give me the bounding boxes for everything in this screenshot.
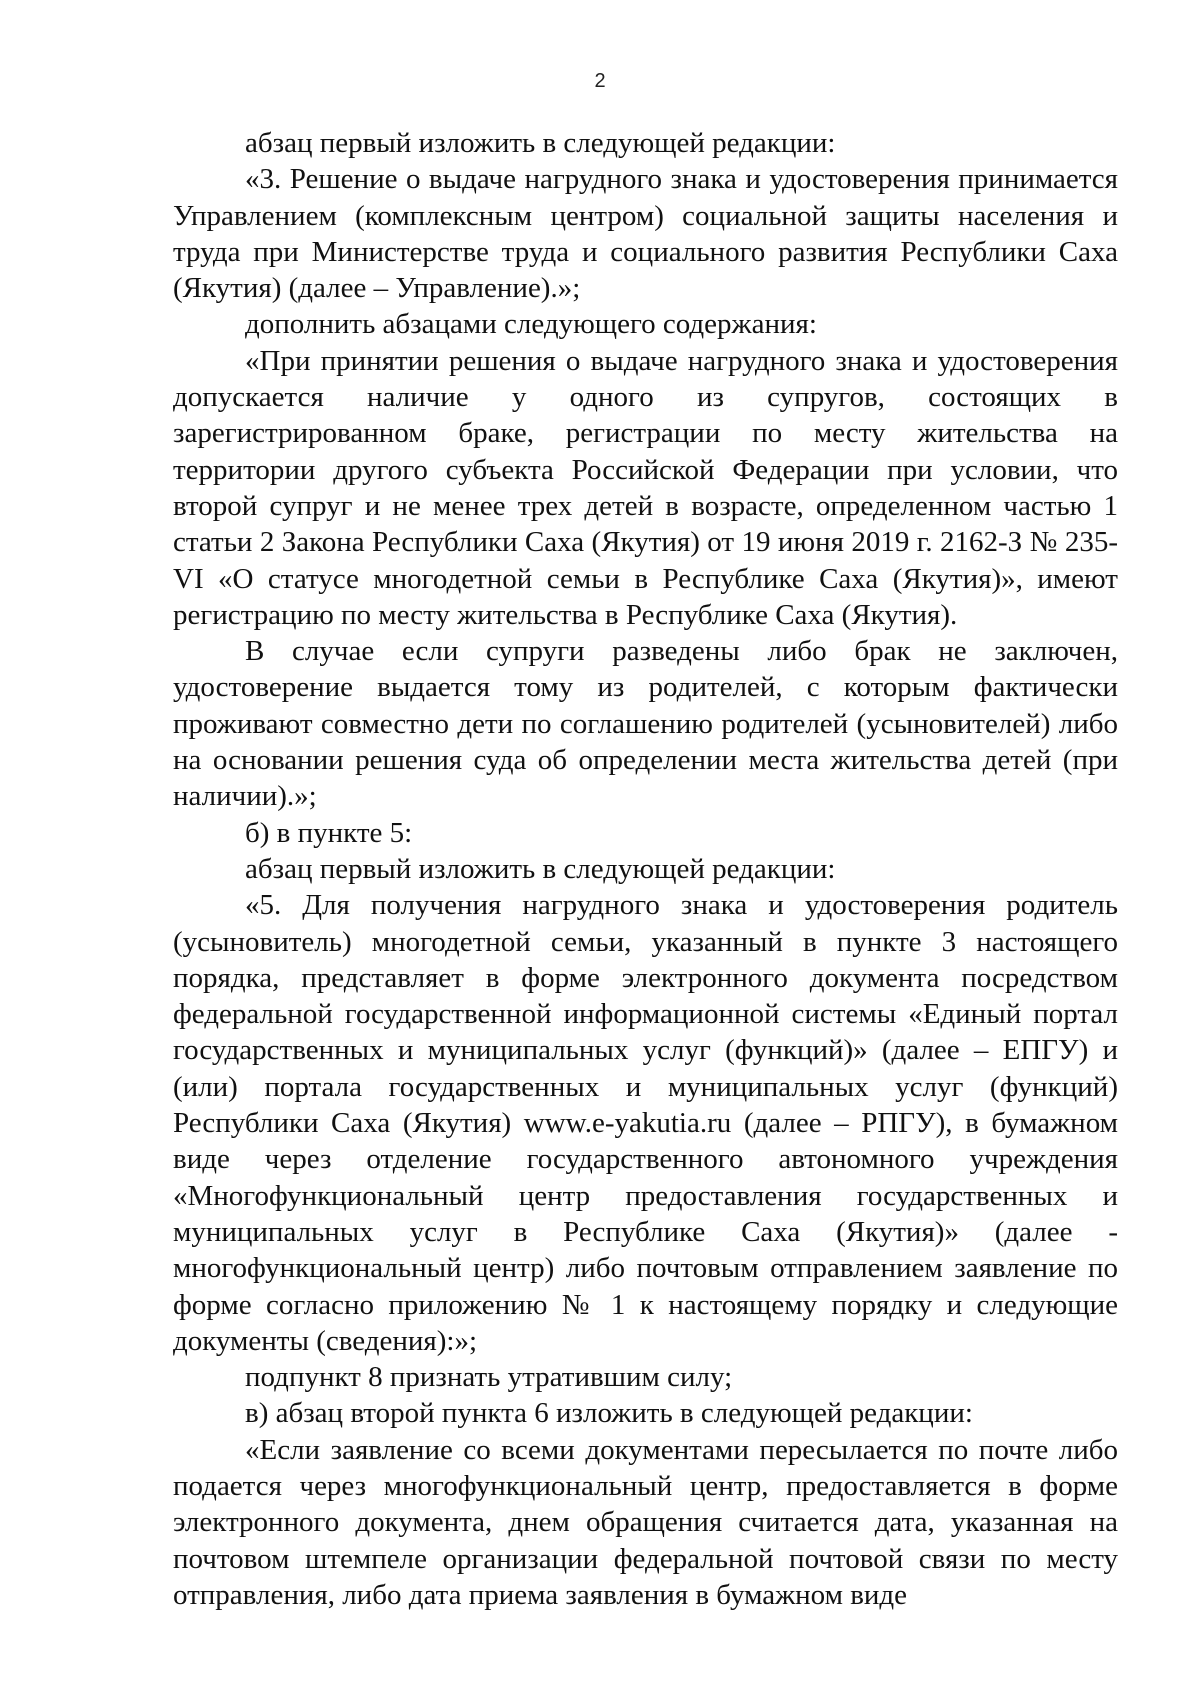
paragraph: В случае если супруги разведены либо брак не заключен, удостоверение выдается тому из родителей, с которым фактически проживают совместно дети по соглашению родителей (усыновителей) либо на основании решения суда об определении места жительства детей (при наличии).»; [173,635,1118,813]
paragraph: абзац первый изложить в следующей редакции: [245,127,836,159]
paragraph: «При принятии решения о выдаче нагрудного знака и удостоверения допускается наличие у одного из супругов, состоящих в зарегистрированном браке, регистрации по месту жительства на территории другого субъекта Российской Федерации при условии, что второй супруг и не менее трех детей в возрасте, определенном частью 1 статьи 2 Закона Республики Саха (Якутия) от 19 июня 2019 г. 2162-З № 235-VI «О статусе многодетной семьи в Республике Саха (Якутия)», имеют регистрацию по месту жительства в Республике Саха (Якутия). [173,344,1118,631]
document-body [173,125,1118,1613]
paragraph: б) в пункте 5: [245,816,413,849]
paragraph: «5. Для получения нагрудного знака и удостоверения родитель (усыновитель) многодетной семьи, указанный в пункте 3 настоящего порядка, представляет в форме электронного документа посредством федеральной государственной информационной системы «Единый портал государственных и муниципальных услуг (функций)» (далее – ЕПГУ) и (или) портала государственных и муниципальных услуг (функций) Республики Саха (Якутия) www.e-yakutia.ru (далее – РПГУ), в бумажном виде через отделение государственного автономного учреждения «Многофункциональный центр предоставления государственных и муниципальных услуг в Республике Саха (Якутия)» (далее - многофункциональный центр) либо почтовым отправлением заявление по форме согласно приложению № 1 к настоящему порядку и следующие документы (сведения):»; [173,889,1118,1357]
paragraph: дополнить абзацами следующего содержания: [245,308,817,341]
paragraph: в) абзац второй пункта 6 изложить в следующей редакции: [245,1397,973,1430]
paragraph: абзац первый изложить в следующей редакции: [245,852,836,885]
page-number: 2 [594,70,606,92]
paragraph: подпункт 8 признать утратившим силу; [245,1361,733,1394]
paragraph: «Если заявление со всеми документами пересылается по почте либо подается через многофункциональный центр, предоставляется в форме электронного документа, днем обращения считается дата, указанная на почтовом штемпеле организации федеральной почтовой связи по месту отправления, либо дата приема заявления в бумажном виде [173,1433,1118,1611]
paragraph: «3. Решение о выдаче нагрудного знака и удостоверения принимается Управлением (комплексным центром) социальной защиты населения и труда при Министерстве труда и социального развития Республики Саха (Якутия) (далее – Управление).»; [173,163,1118,305]
